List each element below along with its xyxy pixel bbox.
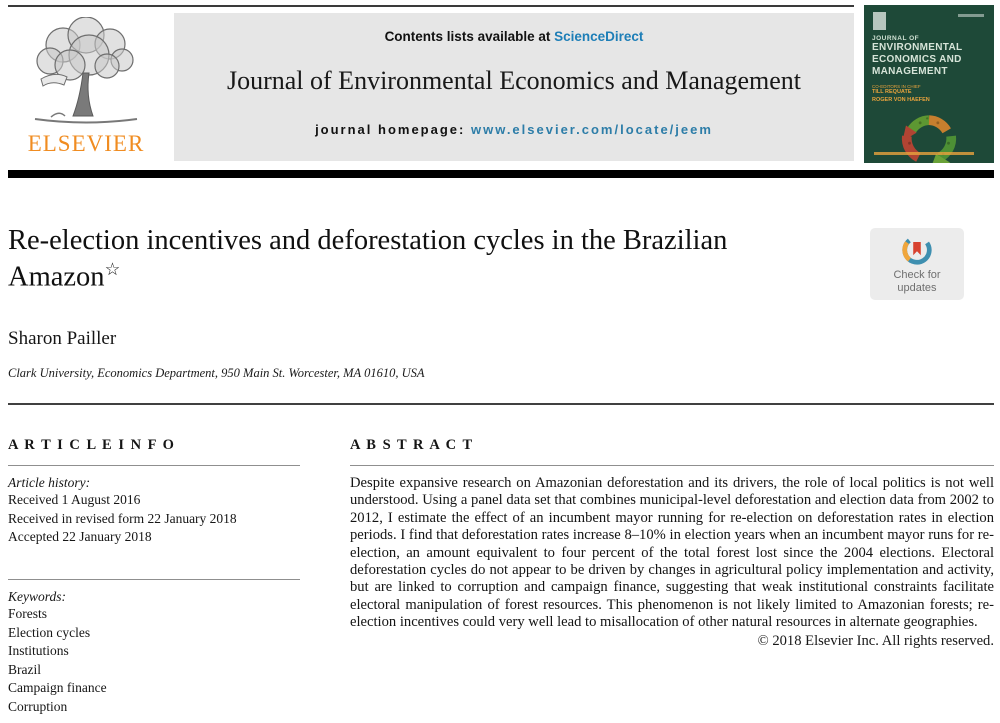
article-info-heading: A R T I C L E I N F O — [8, 437, 176, 453]
homepage-line — [174, 122, 854, 137]
contents-line — [174, 29, 854, 44]
author-name: Sharon Pailler — [8, 328, 117, 349]
badge-label-line2: updates — [897, 282, 937, 294]
keyword-item: Election cycles — [8, 624, 91, 640]
header-divider-bar — [8, 170, 994, 178]
history-entry: Accepted 22 January 2018 — [8, 529, 152, 545]
keyword-item: Forests — [8, 605, 48, 621]
cover-title — [872, 42, 986, 77]
cover-footer-microtext — [874, 152, 974, 155]
crossmark-ring-icon — [900, 233, 934, 267]
homepage-link[interactable]: www.elsevier.com/locate/jeem — [470, 122, 713, 137]
cover-editor-name: TILL REQUATE — [872, 89, 912, 96]
keyword-item: Brazil — [8, 661, 41, 677]
cover-title-line: ENVIRONMENTAL — [872, 42, 963, 53]
article-history-label: Article history: — [8, 475, 91, 490]
history-entry: Received 1 August 2016 — [8, 492, 141, 507]
journal-header — [8, 0, 994, 163]
journal-banner — [174, 13, 854, 161]
article-info-rule — [8, 465, 300, 466]
badge-label — [893, 269, 940, 294]
keyword-item: Campaign finance — [8, 680, 107, 696]
abstract-heading: A B S T R A C T — [350, 437, 474, 453]
elsevier-wordmark: ELSEVIER — [27, 131, 145, 156]
journal-cover-thumbnail[interactable] — [864, 5, 994, 163]
contents-prefix: Contents lists available at — [384, 29, 555, 44]
info-abstract-columns — [8, 437, 994, 717]
bookmark-icon — [913, 242, 921, 255]
author-affiliation: Clark University, Economics Department, 950 Main St. Worcester, MA 01610, USA — [8, 366, 425, 380]
cover-title-line: ECONOMICS AND — [872, 53, 962, 65]
cover-editors — [872, 89, 986, 103]
keywords-list — [8, 605, 300, 717]
journal-title: Journal of Environmental Economics and Management — [226, 66, 801, 95]
keyword-item: Institutions — [8, 643, 69, 659]
check-for-updates-badge[interactable] — [870, 228, 964, 300]
history-entry: Received in revised form 22 January 2018 — [8, 510, 237, 526]
badge-label-line1: Check for — [893, 269, 941, 282]
keywords-rule — [8, 579, 300, 580]
section-divider-rule — [8, 403, 994, 405]
article-info-column — [8, 437, 300, 717]
cover-issn-microtext — [958, 14, 984, 17]
sciencedirect-link[interactable]: ScienceDirect — [554, 29, 644, 44]
copyright-line: © 2018 Elsevier Inc. All rights reserved. — [757, 632, 994, 649]
cover-editors-label: CO-EDITORS IN CHIEF — [872, 84, 921, 90]
cover-editor-name: ROGER VON HAEFEN — [872, 96, 930, 103]
abstract-text: Despite expansive research on Amazonian deforestation and its drivers, the role of local politics is not well understood. Using a panel data set that combines municipal-level deforestation and election data from 2002 to 2012, I estimate the effect of an incumbent mayor running for re-election on deforestation rates in election periods. I find that deforestation rates increase 8–10% in election years when an incumbent mayor runs for re-election, an amount equivalent to four percent of the total forest lost since the 2004 elections. Electoral deforestation cycles do not appear to be driven by changes in agricultural policy implementation and activity, but are linked to corruption and campaign finance, suggesting that weak institutional constraints facilitate electoral manipulation of forest resources. This phenomenon is not likely limited to Amazonian forests; re-election incentives could very well lead to misallocation of other natural resources in alternate geographies. — [350, 475, 994, 631]
abstract-column — [350, 437, 994, 717]
cover-journal-of: JOURNAL OF — [872, 35, 920, 42]
elsevier-tree-icon — [23, 17, 149, 129]
abstract-rule — [350, 465, 994, 466]
header-main — [8, 5, 854, 161]
article-title-text: Re-election incentives and deforestation cycles in the Brazilian Amazon — [8, 225, 728, 293]
article-title — [8, 224, 798, 300]
title-footnote-star[interactable]: ☆ — [104, 258, 121, 279]
title-row — [8, 224, 994, 300]
keyword-item: Corruption — [8, 699, 68, 714]
article-history-list — [8, 491, 300, 547]
keywords-label: Keywords: — [8, 588, 66, 604]
cover-title-line: MANAGEMENT — [872, 65, 948, 77]
elsevier-logo — [8, 13, 164, 161]
cover-elsevier-mini-logo-icon — [873, 12, 886, 30]
homepage-prefix: journal homepage: — [315, 122, 471, 137]
